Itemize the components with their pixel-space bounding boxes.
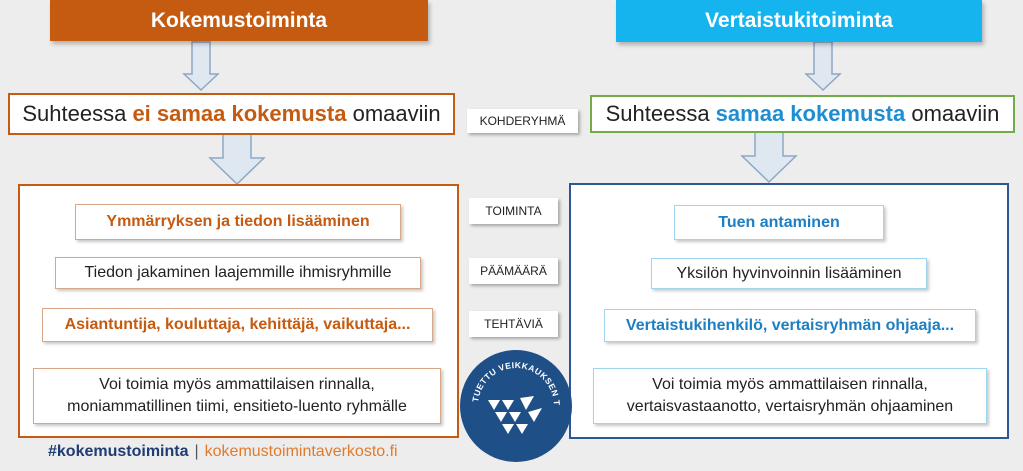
tag-paamaara-label: PÄÄMÄÄRÄ [480,264,547,278]
left-note-line-2: moniammatillinen tiimi, ensitieto-luento ryhmälle [67,398,407,415]
left-activity-box [75,204,401,240]
left-note-box [33,368,441,424]
right-activity: Tuen antaminen [718,213,840,231]
right-title: Vertaistukitoiminta [705,9,893,32]
arrow-down-icon [184,42,218,90]
right-note-line-2: vertaisvastaanotto, vertaisryhmän ohjaaminen [626,398,954,415]
right-tasks: Vertaistukihenkilö, vertaisryhmän ohjaaja... [625,316,955,334]
tag-toiminta [469,198,558,224]
footer [48,443,398,461]
left-note-line-1: Voi toimia myös ammattilaisen rinnalla, [99,376,375,394]
left-goal-box [55,257,421,289]
tag-paamaara [469,258,558,284]
arrow-down-icon [806,42,840,90]
footer-link[interactable]: kokemustoimintaverkosto.fi [204,443,398,460]
left-tasks-box [42,308,433,342]
footer-separator: | [194,443,199,460]
tag-tehtavia-label: TEHTÄVIÄ [484,317,543,331]
right-audience-box [590,95,1015,133]
left-audience-pre: Suhteessa [22,101,133,126]
left-title-banner [50,0,428,41]
right-note-line-1: Voi toimia myös ammattilaisen rinnalla, [652,376,928,394]
left-audience-box [8,93,455,135]
tag-tehtavia [469,311,558,337]
left-audience-highlight: ei samaa kokemusta [132,101,347,126]
arrow-down-icon [210,134,264,184]
right-title-banner [616,0,982,42]
tag-kohderyhma-label: KOHDERYHMÄ [479,114,566,128]
funding-badge-logo [460,350,572,462]
right-activity-box [674,205,884,240]
left-goal: Tiedon jakaminen laajemmille ihmisryhmille [84,264,392,282]
right-audience-highlight: samaa kokemusta [715,101,906,126]
tag-kohderyhma [467,109,578,133]
svg-text:TUETTU VEIKKAUKSEN TUOTOILLA: TUETTU VEIKKAUKSEN T [470,359,563,407]
left-tasks: Asiantuntija, kouluttaja, kehittäjä, vaikuttaja... [64,316,411,334]
right-audience-pre: Suhteessa [605,101,716,126]
right-tasks-box [604,309,976,342]
left-title: Kokemustoiminta [150,8,328,32]
footer-hashtag: #kokemustoiminta [48,443,189,460]
arrow-down-icon [742,132,796,182]
right-goal-box [651,258,927,289]
right-audience-post: omaaviin [905,101,1000,126]
left-audience-post: omaaviin [346,101,441,126]
funding-badge [460,350,572,462]
tag-toiminta-label: TOIMINTA [485,204,542,218]
right-goal: Yksilön hyvinvoinnin lisääminen [676,264,902,282]
right-note-box [593,368,987,424]
left-activity: Ymmärryksen ja tiedon lisääminen [106,213,370,231]
